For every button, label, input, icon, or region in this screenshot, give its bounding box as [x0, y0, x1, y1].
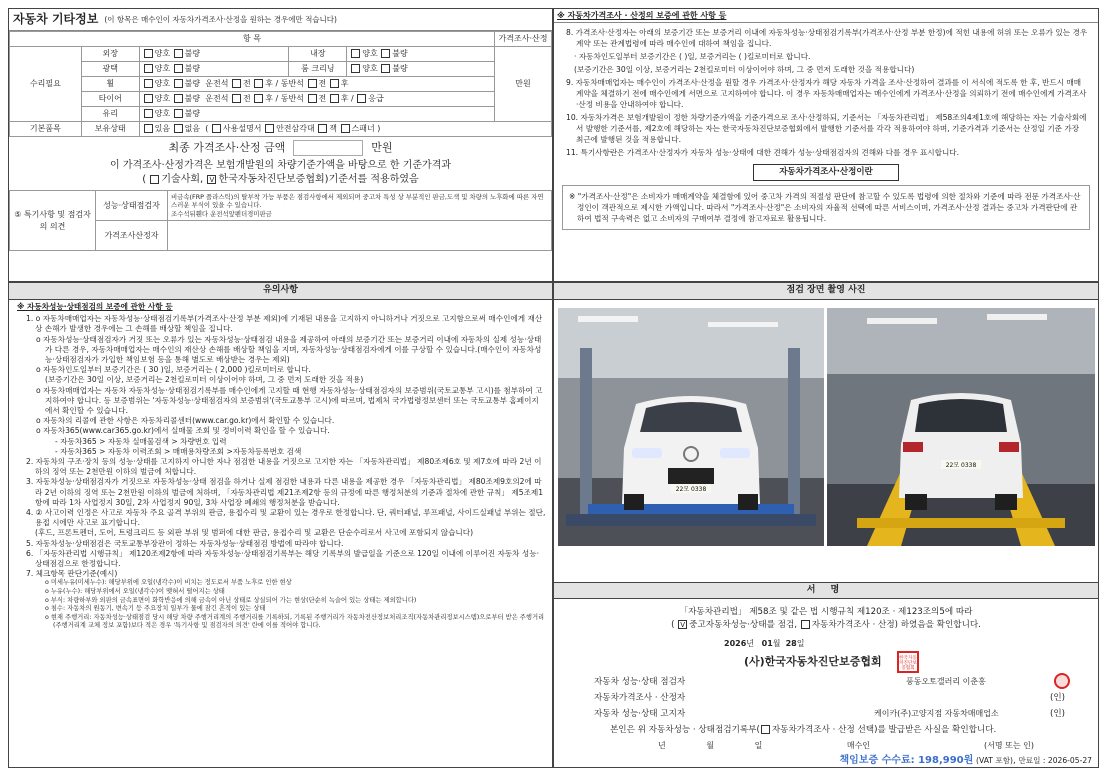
price-basis: 이 가격조사·산정가격은 보험개발원의 차량기준가액을 바탕으로 한 기준가격과 ( 기술사회, V 한국자동차진단보증협회)기준서를 적용하였음 [109, 160, 452, 185]
notice-panel [8, 282, 553, 768]
checkbox-checked[interactable]: V [207, 175, 216, 184]
checkbox[interactable] [174, 94, 183, 103]
photo-sign-panel [553, 282, 1099, 768]
definition-title: 자동차가격조사·산정이란 [753, 164, 899, 181]
etc-info-title: 자동차 기타정보 [13, 12, 99, 26]
buyer-label: 매수인 [846, 741, 871, 750]
final-price-label: 최종 가격조사·산정 금액 [168, 141, 286, 155]
fee-line: 책임보증 수수료: 198,990원 (VAT 포함), 만료일 : 2026-05-27 [839, 755, 1092, 766]
car-front-image [558, 308, 824, 546]
inspector-name: 풍동오토갤러리 이춘홍 [906, 677, 986, 686]
row-exterior: 외장 [81, 47, 139, 62]
notice-body: ※ 자동차성능·상태점검의 보증에 관한 사항 등 1. o 자동차매매업자는 자동차성능·상태점검기록부(가격조사·산정 부분 제외)에 기재된 내용을 고지하지 아니하거나 거짓으로 고지함으로써 매수인에게 재산상 손해가 발생한 경우에는 그 손해를 배상할 책임을 집니다. o 자동차성능·상태점검자가 거짓 또는 오류가 있는 자동차성능·상태점검 내용을 제공하여 아래의 보증기간 또는 보증거리 이내에 자동차의 실제 성능·상태가 다른 경우, 자동차매매업자는 매수인의 재산상 손해를 배상할 책임을 지며, 자동차성능·상태점검자에게 이를 구상할 수 있습니다.(매수인이 자동차성능·상태점검자가 가입한 책임보험 등을 통해 별도로 배상받는 경우는 제외) o 자동차인도일부터 보증기간은 ( 30 )일, 보증거리는 ( 2,000 )킬로미터로 합니다. (보증기간은 30일 이상, 보증거리는 2천킬로미터 이상이어야 하며, 그 중 먼저 도래한 것을 적용) o 자동차매매업자는 자동차 자동차성능·상태점검기록부를 매수인에게 고지할 때 현행 자동차성능·상태점검자의 보증범위(국토교통부 고시)를 첨부하여 고지하여야 합니다. 등 보증범위는 '자동차성능·상태점검자의 보증범위'(국토교통부 고시)에 따르며, 법제처 국가법령정보센터 또는 국토교통부 홈페이지에서 확인할 수 있습니다. o 자동차의 리콜에 관한 사항은 자동차리콜센터(www.car.go.kr)에서 확인할 수 있습니다. o 자동차365(www.car365.go.kr)에서 실매물 조회 및 정비이력 확인을 할 수 있습니다. - 자동차365 > 자동차 실매물검색 > 차량번호 입력 - 자동차365 > 자동차 이력조회 > 매매용차량조회 >자동차등록번호 검색 2. 자동차의 구조·장치 등의 성능·상태를 고지하지 아니한 자나 점검한 내용을 거짓으로 고지한 자는 「자동차관리법」 제80조제6호 및 제7호에 따라 2년 이하의 징역 또는 2천만원 이하의 벌금에 처합니다. 3. 자동차성능·상태점검자가 거짓으로 자동차성능·상태 점검을 하거나 실제 점검한 내용과 다른 내용을 제공한 경우 「자동차관리법」 제80조제9호의2에 따라 2년 이하의 징역 또는 2천만원 이하의 벌금에 처하며, 「자동차관리법 제21조제2항 등의 규정에 따른 행정처분의 기준과 절차에 관한 규칙」 제5조제1항에 따라 1차 사업정지 30일, 2차 사업정지 90일, 3차 사업장 폐쇄의 행정처분을 받습니다. 4. ② 사고이력 인정은 사고로 자동차 주요 골격 부위의 판금, 용접수리 및 교환이 있는 경우로 한정합니다. 단, 쿼터패널, 루프패널, 사이드실패널 부위는 절단, 용접 시에만 사고로 표기합니다. (후드, 프론트펜더, 도어, 트렁크리드 등 외판 부위 및 범퍼에 대한 판금, 용접수리 및 교환은 단순수리로서 사고에 포함되지 않습니다) 5. 자동차성능·상태점검은 국토교통부장관이 정하는 자동차성능·상태점검 방법에 따라야 합니다. 6. 「자동차관리법 시행규칙」 제120조제2항에 따라 자동차성능·상태점검기록부는 해당 기록부의 발급일을 기준으로 120일 이내에 이루어진 자동차 성능·상태점검으로 한정합니다. 7. 체크항목 판단기준(예시) o 미세누유(미세누수): 해당부위에 오일(냉각수)이 비치는 정도로서 부품 노후로 인한 현상 o 누유(누수): 해당부위에서 오일(냉각수)이 맺혀서 떨어지는 상태 o 부식: 차량하부와 외판의 금속표면이 화학반응에 의해 금속이 아닌 상태로 상실되어 가는 현상(단순히 녹슬어 있는 상태는 제외합니다) o 침수: 자동차의 원동기, 변속기 등 주요장치 일부가 물에 잠긴 흔적이 있는 상태 o 현재 주행거리: 자동차성능·상태점검 당시 해당 차량 주행거리계의 주행거리를 기록하되, 기록된 주행거리가 자동차전산정보처리조직(자동차관리정보시스템)으로부터 받은 주행거리(주행거리계 교체 정보 포함)보다 적은 경우 '특기사항 및 점검자의 의견' 란에 이를 적어야 합니다. [17, 302, 546, 630]
row-room-cleaning: 룸 크리닝 [289, 62, 347, 77]
checkbox[interactable] [318, 124, 327, 133]
law-line: 「자동차관리법」 제58조 및 같은 법 시행규칙 제120조 · 제123조의5에 따라 [679, 607, 973, 617]
checkbox[interactable] [381, 64, 390, 73]
checkbox[interactable] [351, 49, 360, 58]
checkbox[interactable] [351, 64, 360, 73]
pricer-note[interactable] [168, 221, 552, 251]
checkbox[interactable] [254, 79, 263, 88]
pricer-seal-mark: (인) [1050, 693, 1066, 703]
price-guarantee-body: 8. 가격조사·산정자는 아래의 보증기간 또는 보증거리 이내에 자동차성능·상태점검기록부(가격조사·산정 부분 한정)에 적힌 내용에 허위 또는 오류가 있는 경우 계약 또는 관계법령에 따라 매수인에 대하여 책임을 집니다. · 자동차인도일부터 보증기간은 ( )일, 보증거리는 ( )킬로미터로 합니다. (보증기간은 30일 이상, 보증거리는 2천킬로미터 이상이어야 하며, 그 중 먼저 도래한 것을 적용합니다) 9. 자동차매매업자는 매수인이 가격조사·산정을 원할 경우 가격조사·산정자가 해당 자동차 가격을 조사·산정하여 결과를 이 서식에 적도록 한 후, 반드시 매매계약을 체결하기 전에 매수인에게 서면으로 고지하여야 합니다. 이 경우 자동차매매업자는 매수인에게 가격조사·산정을 의뢰하기 전에 매수인에게 가격조사·산정 비용을 안내하여야 합니다. 10. 자동차가격은 보험개발원이 정한 차량기준가액을 기준가격으로 조사·산정하되, 기준서는 「자동차관리법」 제58조의4제1호에 해당하는 자는 기술사회에서 발행한 기준서를, 제2호에 해당하는 자는 한국자동차진단보증협회에서 발행한 기준서를 각각 적용하여야 하며, 기준가격과 기준서는 산정일 기준 가장 최근에 발행된 것을 적용합니다. 11. 특기사항란은 가격조사·산정자가 자동차 성능·상태에 대한 견해가 성능·상태점검자의 견해와 다를 경우 표시합니다. [566, 28, 1088, 157]
issue-date: 2026년 01월 28일 [724, 639, 805, 648]
col-price-head: 가격조사·산정 [494, 32, 551, 47]
repair-label: 수리필요 [10, 47, 82, 122]
photo-head: 점검 장면 촬영 사진 [554, 283, 1098, 300]
inspector-role: 자동차 성능·상태 점검자 [594, 677, 686, 687]
notice-subhead: ※ 자동차성능·상태점검의 보증에 관한 사항 등 [17, 302, 173, 311]
basic-items-label: 기본품목 [10, 122, 82, 137]
checkbox[interactable] [265, 124, 274, 133]
special-notes-table [9, 190, 552, 251]
checkbox[interactable] [174, 49, 183, 58]
checkbox[interactable] [144, 109, 153, 118]
row-wheel: 휠 [81, 77, 139, 92]
price-unit: 만원 [494, 47, 551, 122]
checkbox[interactable] [761, 725, 770, 734]
special-label: ⑤ 특기사항 및 점검자의 의견 [10, 191, 96, 251]
final-price-unit: 만원 [371, 141, 393, 155]
checkbox[interactable] [330, 79, 339, 88]
inspection-photo-rear [827, 308, 1095, 546]
checkbox[interactable] [341, 124, 350, 133]
checkbox[interactable] [174, 79, 183, 88]
notice-head: 유의사항 [9, 283, 552, 300]
etc-info-panel [8, 8, 553, 282]
repair-table: 항 목 가격조사·산정 수리필요 외장 양호 불량 내장 양호 불량 만원 광택 양호 불량 룸 크리닝 양호 불량 휠 양호 불량 운전석 전 후 / 동반석 전 후 타이어 양호 불량 운전석 전 후 / 동반석 전 후 / 응급 유리 양호 불량 기본품목 보유상태 있음 없음 ( 사용설명서 안전삼각대 잭 스패너 ) [9, 31, 552, 137]
checkbox[interactable] [308, 94, 317, 103]
receipt-date-line: 년 월 일 매수인 [658, 741, 871, 750]
checkbox[interactable] [232, 94, 241, 103]
row-glass: 유리 [81, 107, 139, 122]
col-item-head: 항 목 [10, 32, 495, 47]
inspector-note-detail: 조수석뒤휀다 운전석앞펜더경미판금 [171, 209, 272, 218]
checkbox[interactable] [308, 79, 317, 88]
sign-head: 서 명 [554, 583, 1098, 599]
photo-section [554, 283, 1098, 583]
checkbox[interactable] [174, 109, 183, 118]
checkbox[interactable] [232, 79, 241, 88]
confirm-line: ( V 중고자동차성능·상태를 점검, 자동차가격조사 · 산정) 하였음을 확인합니다. [671, 620, 981, 630]
checkbox[interactable] [330, 94, 339, 103]
etc-info-note: (이 항목은 매수인이 자동차가격조사·산정을 원하는 경우에만 적습니다) [104, 14, 337, 24]
checkbox[interactable] [254, 94, 263, 103]
license-plate-front: 22모 0338 [675, 486, 707, 493]
final-price-input[interactable] [293, 140, 363, 156]
checkbox[interactable] [174, 124, 183, 133]
inspection-photo-front [558, 308, 824, 546]
expire-date: 만료일 : 2026-05-27 [1018, 756, 1092, 765]
checkbox[interactable] [144, 79, 153, 88]
inspector-label: 성능·상태점검자 [96, 191, 168, 221]
row-tire: 타이어 [81, 92, 139, 107]
row-interior: 내장 [289, 47, 347, 62]
checkbox[interactable] [801, 620, 810, 629]
pricer-role: 자동차가격조사 · 산정자 [594, 693, 686, 703]
notifier-role: 자동차 성능·상태 고지자 [594, 709, 686, 719]
notifier-seal-mark: (인) [1050, 709, 1066, 719]
inspector-seal [1054, 673, 1070, 689]
checkbox[interactable] [144, 64, 153, 73]
fee-amount: 책임보증 수수료: 198,990원 [839, 755, 974, 766]
checkbox-checked[interactable]: V [678, 620, 687, 629]
checkbox[interactable] [381, 49, 390, 58]
checkbox[interactable] [212, 124, 221, 133]
pricer-label: 가격조사산정자 [96, 221, 168, 251]
inspector-note: 비금속(FRP 플라스틱)의 탈부착 가능 부품은 점검사항에서 제외되며 중고차 특성 상 부분적인 판금,도색 및 차량의 노후화에 따른 자연스러운 부식이 있을 수 있습니다. [171, 193, 544, 210]
checkbox[interactable] [144, 124, 153, 133]
etc-info-title-bar [9, 9, 552, 31]
price-guarantee-panel [553, 8, 1099, 282]
checkbox[interactable] [144, 94, 153, 103]
checkbox[interactable] [144, 49, 153, 58]
association-name: (사)한국자동차진단보증협회 [744, 655, 882, 668]
checkbox[interactable] [357, 94, 366, 103]
final-price-row [9, 137, 552, 159]
sign-section [554, 599, 1098, 767]
basic-status-label: 보유상태 [81, 122, 139, 137]
buyer-sign: (서명 또는 인) [984, 741, 1034, 750]
license-plate-rear: 22모 0338 [945, 462, 977, 469]
notifier-name: 케이카(주)고양지점 자동차매매업소 [874, 709, 999, 718]
definition-text: ※ "가격조사·산정"은 소비자가 매매계약을 체결함에 있어 중고차 가격의 적절성 판단에 참고할 수 있도록 법령에 의한 절차와 기준에 따라 전문 가격조사·산정인이 객관적으로 제시한 가액입니다. 따라서 "가격조사·산정"은 소비자의 자율적 선택에 따른 서비스이며, 가격조사·산정 결과는 중고차 가격판단에 관하여 법적 구속력은 없고 소비자의 구매여부 결정에 참고자료로 활용됩니다. [562, 185, 1090, 230]
row-gloss: 광택 [81, 62, 139, 77]
receipt-line: 본인은 위 자동차성능 · 상태점검기록부( 자동차가격조사 · 산정 선택)를 발급받은 사실을 확인합니다. [610, 725, 997, 735]
checkbox[interactable] [174, 64, 183, 73]
price-guarantee-head: ※ 자동차가격조사 · 산정의 보증에 관한 사항 등 [554, 9, 1098, 23]
car-rear-image [827, 308, 1095, 546]
checkbox[interactable] [150, 175, 159, 184]
association-seal: 한국자동차진단보증협회 [897, 651, 919, 673]
